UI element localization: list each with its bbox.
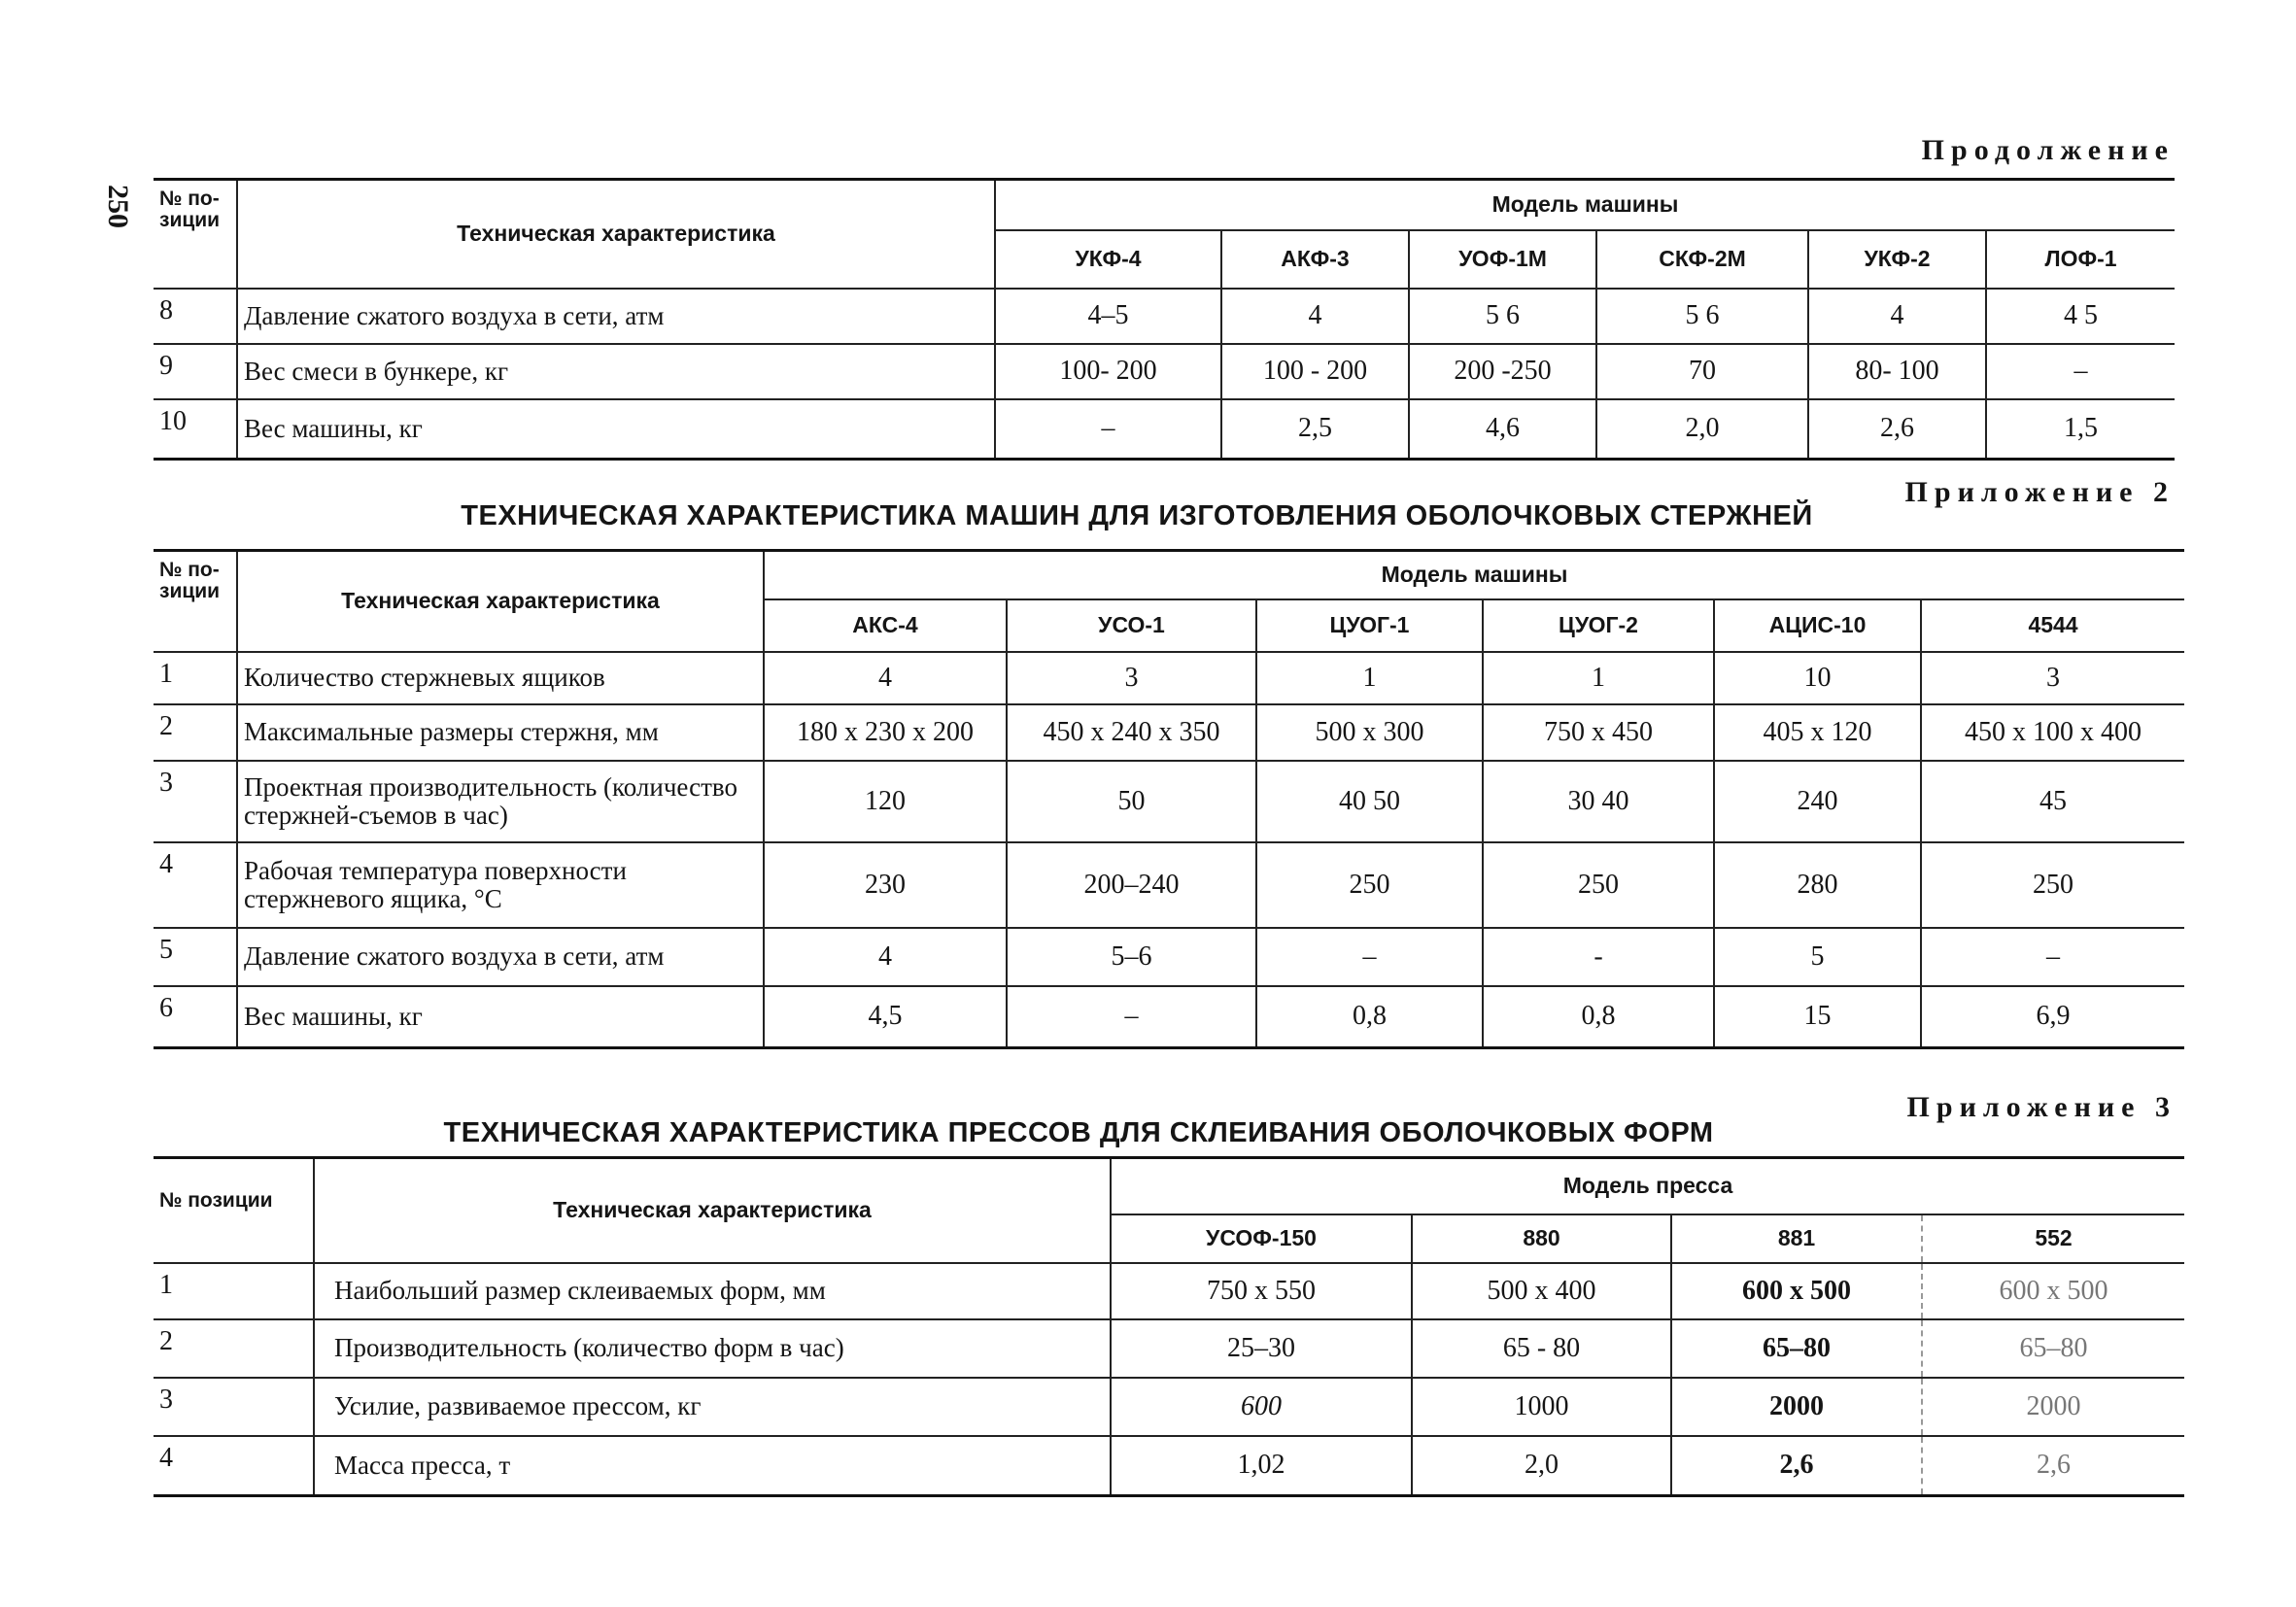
cell-value: 4 — [1808, 289, 1986, 344]
cell-value: 30 40 — [1483, 761, 1714, 842]
cell-value: 450 x 240 x 350 — [1007, 704, 1256, 761]
appendix-2-title: ТЕХНИЧЕСКАЯ ХАРАКТЕРИСТИКА МАШИН ДЛЯ ИЗГОТОВЛЕНИЯ ОБОЛОЧКОВЫХ СТЕРЖНЕЙ — [461, 500, 1813, 531]
row-name: Вес машины, кг — [237, 986, 764, 1048]
cell-value: 250 — [1483, 842, 1714, 928]
continuation-label: Продолжение — [1921, 134, 2175, 166]
row-name: Производительность (количество форм в час) — [314, 1319, 1111, 1378]
model-header: 4544 — [1921, 599, 2184, 652]
table-row — [154, 1378, 2184, 1436]
cell-value: 4 5 — [1986, 289, 2175, 344]
header-model: Модель машины — [764, 551, 2184, 599]
cell-value: 600 — [1111, 1378, 1412, 1436]
appendix-3-title: ТЕХНИЧЕСКАЯ ХАРАКТЕРИСТИКА ПРЕССОВ ДЛЯ СКЛЕИВАНИЯ ОБОЛОЧКОВЫХ ФОРМ — [443, 1117, 1714, 1148]
model-header: АКС-4 — [764, 599, 1007, 652]
appendix-2-label: Приложение 2 — [1904, 476, 2175, 508]
cell-value: 65–80 — [1671, 1319, 1922, 1378]
cell-value: 3 — [1007, 652, 1256, 704]
table-row — [154, 704, 2184, 761]
table-row — [154, 344, 2175, 399]
cell-value: 750 x 450 — [1483, 704, 1714, 761]
row-name: Давление сжатого воздуха в сети, атм — [237, 928, 764, 986]
row-position: 8 — [154, 289, 237, 344]
cell-value: 0,8 — [1256, 986, 1483, 1048]
row-name: Давление сжатого воздуха в сети, атм — [237, 289, 995, 344]
cell-value: 2000 — [1671, 1378, 1922, 1436]
cell-value: 1000 — [1412, 1378, 1671, 1436]
cell-value: 4–5 — [995, 289, 1221, 344]
table-row — [154, 986, 2184, 1048]
row-position: 1 — [154, 652, 237, 704]
cell-value: 40 50 — [1256, 761, 1483, 842]
model-header: УКФ-4 — [995, 230, 1221, 289]
model-header: 881 — [1671, 1214, 1922, 1263]
row-position: 2 — [154, 1319, 314, 1378]
cell-value: 2,6 — [1808, 399, 1986, 460]
row-position: 10 — [154, 399, 237, 460]
header-characteristic: Техническая характеристика — [314, 1158, 1111, 1263]
cell-value: 6,9 — [1921, 986, 2184, 1048]
model-header: ЛОФ-1 — [1986, 230, 2175, 289]
row-name: Вес смеси в бункере, кг — [237, 344, 995, 399]
row-name: Проектная производительность (количество стержней-съемов в час) — [237, 761, 764, 842]
cell-value: 2,0 — [1596, 399, 1808, 460]
header-model: Модель машины — [995, 180, 2175, 230]
row-position: 1 — [154, 1263, 314, 1319]
page-number: 250 — [102, 185, 134, 228]
cell-value: 250 — [1256, 842, 1483, 928]
row-name: Масса пресса, т — [314, 1436, 1111, 1496]
cell-value: 100- 200 — [995, 344, 1221, 399]
cell-value: – — [1986, 344, 2175, 399]
cell-value: 4,5 — [764, 986, 1007, 1048]
cell-value: 65 - 80 — [1412, 1319, 1671, 1378]
cell-value: 1 — [1483, 652, 1714, 704]
cell-value: 10 — [1714, 652, 1921, 704]
row-position: 4 — [154, 842, 237, 928]
cell-value: – — [1921, 928, 2184, 986]
cell-value: 500 x 300 — [1256, 704, 1483, 761]
table-core-machines — [154, 549, 2184, 1049]
cell-value: 4 — [1221, 289, 1409, 344]
table-row — [154, 928, 2184, 986]
table-row — [154, 1436, 2184, 1496]
cell-value: 4 — [764, 928, 1007, 986]
cell-value: 200 -250 — [1409, 344, 1596, 399]
cell-value: 240 — [1714, 761, 1921, 842]
cell-value: 120 — [764, 761, 1007, 842]
table-row — [154, 1319, 2184, 1378]
cell-value: 100 - 200 — [1221, 344, 1409, 399]
cell-value: 2000 — [1922, 1378, 2184, 1436]
model-header: УСО-1 — [1007, 599, 1256, 652]
cell-value: 200–240 — [1007, 842, 1256, 928]
table-presses — [154, 1156, 2184, 1497]
cell-value: 2,5 — [1221, 399, 1409, 460]
cell-value: 65–80 — [1922, 1319, 2184, 1378]
row-position: 5 — [154, 928, 237, 986]
cell-value: – — [1256, 928, 1483, 986]
row-name: Усилие, развиваемое прессом, кг — [314, 1378, 1111, 1436]
cell-value: 5 — [1714, 928, 1921, 986]
cell-value: 0,8 — [1483, 986, 1714, 1048]
cell-value: 50 — [1007, 761, 1256, 842]
row-name: Наибольший размер склеиваемых форм, мм — [314, 1263, 1111, 1319]
cell-value: 3 — [1921, 652, 2184, 704]
model-header: 880 — [1412, 1214, 1671, 1263]
table-row — [154, 1263, 2184, 1319]
row-name: Максимальные размеры стержня, мм — [237, 704, 764, 761]
cell-value: 500 x 400 — [1412, 1263, 1671, 1319]
cell-value: - — [1483, 928, 1714, 986]
model-header: УСОФ-150 — [1111, 1214, 1412, 1263]
cell-value: 4 — [764, 652, 1007, 704]
cell-value: 80- 100 — [1808, 344, 1986, 399]
cell-value: – — [995, 399, 1221, 460]
model-header: 552 — [1922, 1214, 2184, 1263]
row-position: 3 — [154, 761, 237, 842]
model-header: УКФ-2 — [1808, 230, 1986, 289]
header-characteristic: Техническая характеристика — [237, 551, 764, 652]
cell-value: 600 x 500 — [1922, 1263, 2184, 1319]
cell-value: 4,6 — [1409, 399, 1596, 460]
row-position: 3 — [154, 1378, 314, 1436]
cell-value: 5 6 — [1409, 289, 1596, 344]
header-model: Модель пресса — [1111, 1158, 2184, 1214]
cell-value: 250 — [1921, 842, 2184, 928]
cell-value: 70 — [1596, 344, 1808, 399]
cell-value: 2,6 — [1671, 1436, 1922, 1496]
cell-value: 1,5 — [1986, 399, 2175, 460]
row-position: 4 — [154, 1436, 314, 1496]
row-name: Количество стержневых ящиков — [237, 652, 764, 704]
row-position: 6 — [154, 986, 237, 1048]
cell-value: 45 — [1921, 761, 2184, 842]
cell-value: 230 — [764, 842, 1007, 928]
header-characteristic: Техническая характеристика — [237, 180, 995, 289]
cell-value: 1,02 — [1111, 1436, 1412, 1496]
row-position: 2 — [154, 704, 237, 761]
cell-value: 2,0 — [1412, 1436, 1671, 1496]
table-row — [154, 842, 2184, 928]
model-header: СКФ-2М — [1596, 230, 1808, 289]
header-position: № по- зиции — [154, 551, 237, 652]
cell-value: 2,6 — [1922, 1436, 2184, 1496]
cell-value: 5 6 — [1596, 289, 1808, 344]
appendix-3-label: Приложение 3 — [1906, 1091, 2176, 1123]
table-row — [154, 399, 2175, 460]
cell-value: 750 x 550 — [1111, 1263, 1412, 1319]
cell-value: 15 — [1714, 986, 1921, 1048]
model-header: АКФ-3 — [1221, 230, 1409, 289]
model-header: ЦУОГ-1 — [1256, 599, 1483, 652]
model-header: АЦИС-10 — [1714, 599, 1921, 652]
model-header: ЦУОГ-2 — [1483, 599, 1714, 652]
table-row — [154, 761, 2184, 842]
header-position: № по- зиции — [154, 180, 237, 289]
cell-value: 5–6 — [1007, 928, 1256, 986]
cell-value: – — [1007, 986, 1256, 1048]
cell-value: 180 x 230 x 200 — [764, 704, 1007, 761]
table-row — [154, 289, 2175, 344]
table-row — [154, 652, 2184, 704]
cell-value: 600 x 500 — [1671, 1263, 1922, 1319]
table-continuation — [154, 178, 2175, 461]
cell-value: 450 x 100 x 400 — [1921, 704, 2184, 761]
row-name: Вес машины, кг — [237, 399, 995, 460]
header-position: № позиции — [154, 1158, 314, 1263]
row-position: 9 — [154, 344, 237, 399]
row-name: Рабочая температура поверхности стержневого ящика, °С — [237, 842, 764, 928]
model-header: УОФ-1М — [1409, 230, 1596, 289]
cell-value: 25–30 — [1111, 1319, 1412, 1378]
cell-value: 280 — [1714, 842, 1921, 928]
cell-value: 1 — [1256, 652, 1483, 704]
cell-value: 405 x 120 — [1714, 704, 1921, 761]
